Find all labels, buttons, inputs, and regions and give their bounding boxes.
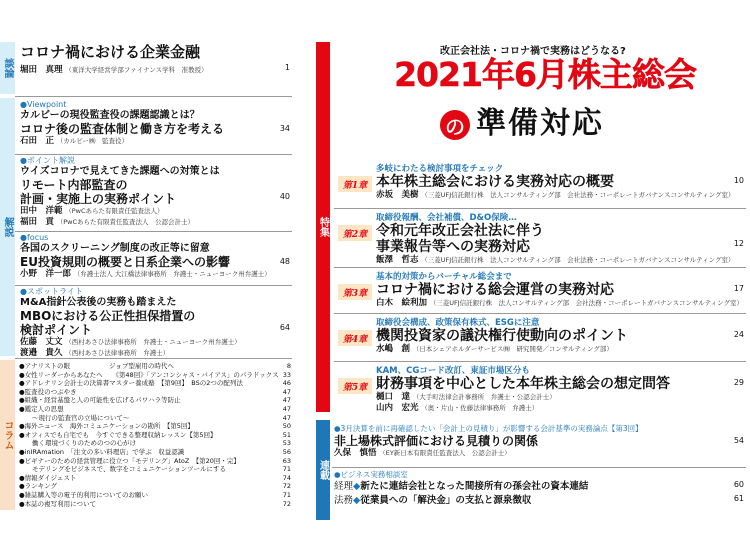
column-title: ●オフィスでも自宅でも 今すぐできる整理収納レッスン【第5回】 xyxy=(19,430,217,439)
column-page: 72 xyxy=(282,482,291,491)
column-list xyxy=(19,362,291,512)
divider xyxy=(15,96,292,97)
kaisetsu-title: MBOにおける公正性担保措置の xyxy=(20,309,196,323)
column-page: 33 xyxy=(282,370,291,379)
column-title: ●アドレナリン会計士の決算書マスター養成塾 【第9回】 BSの2つの配列法 xyxy=(19,379,243,388)
chapter-title: コロナ禍における総会運営の実務対応 xyxy=(376,282,614,298)
column-item[interactable] xyxy=(19,465,291,474)
renzai-author-note: （EY新日本有限責任監査法人 公認会計士） xyxy=(379,449,511,457)
kaisetsu-author: 田中 洋範 xyxy=(20,206,63,216)
chapter-number: 第4章 xyxy=(338,330,372,346)
kaisetsu-author-note: （PwCあらた有限責任監査法人） xyxy=(65,207,164,215)
chapter-item[interactable] xyxy=(376,270,746,309)
column-item[interactable] xyxy=(19,388,291,397)
column-title: ●組織・経営基盤と人の可能性を広げるパワハラ等防止 xyxy=(19,396,181,405)
column-item[interactable] xyxy=(19,448,291,457)
sidebar-tokushu: 特集 xyxy=(316,42,330,412)
kaisetsu-title-line2: 検討ポイント xyxy=(20,323,93,337)
divider xyxy=(15,154,292,155)
chapter-item[interactable] xyxy=(376,364,746,414)
column-page: 47 xyxy=(282,404,291,413)
chapter-category: KAM、CGコード改訂、東証市場区分も xyxy=(376,366,530,376)
kaisetsu-author-note: （弁護士法人 大江橋法律事務所 弁護士・ニューヨーク州弁護士） xyxy=(73,270,271,278)
chapter-author-note: （三菱UFJ信託銀行株 法人コンサルティング部 会社法務・コーポレートガバナンスコンサルティング室） xyxy=(421,256,735,264)
column-page: 72 xyxy=(282,499,291,508)
divider xyxy=(334,208,746,209)
chapter-number: 第1章 xyxy=(338,176,372,192)
chapter-author: 水嶋 創 xyxy=(376,344,411,354)
column-item[interactable] xyxy=(19,500,291,509)
column-page: 50 xyxy=(282,422,291,431)
kaisetsu-author-note: （西村あさひ法律事務所 弁護士） xyxy=(65,349,170,357)
renzai-item-2[interactable]: ●ビジネス実務相談室 経理◆新たに連結会社となった間接所有の孫会社の資本連結 60 xyxy=(334,470,744,492)
column-title: ●女性リーダーからあなたへ 《第48回》「アンコンシャス・バイアス」のパラドックス xyxy=(19,370,279,379)
column-item[interactable] xyxy=(19,474,291,483)
column-page: 8 xyxy=(286,362,291,370)
kaisetsu-page: 48 xyxy=(279,257,290,266)
chapter-author-note: （大手町法律会計事務所 弁護士・公認会計士） xyxy=(412,393,556,401)
kaisetsu-title: リモート内部監査の xyxy=(20,178,128,192)
dansou-page: 1 xyxy=(284,63,290,72)
kaisetsu-item-2[interactable] xyxy=(20,156,292,228)
kaisetsu-author-note: （PwCあらた有限責任監査法人 公認会計士） xyxy=(56,218,194,226)
column-item[interactable] xyxy=(19,439,291,448)
column-title: 〜現行の監査官の立場について〜 xyxy=(19,413,130,422)
chapter-author: 樋口 達 xyxy=(376,392,411,402)
column-item[interactable] xyxy=(19,371,291,380)
column-title: モデリングをビジネスで、数字をコミュニケーションツールにする xyxy=(19,465,227,474)
column-item[interactable] xyxy=(19,379,291,388)
sidebar-renzai: 連載 xyxy=(316,420,330,520)
kaisetsu-page: 40 xyxy=(279,192,290,201)
chapter-title-line2: 事業報告等への実務対応 xyxy=(376,239,530,255)
chapter-page: 24 xyxy=(733,330,744,339)
renzai-page: 60 xyxy=(733,480,744,489)
renzai-category: ●3月決算を前に再確認したい「会計上の見積り」が影響する会計基準の実務論点【第3回】 xyxy=(334,424,643,433)
chapter-author: 白木 絵利加 xyxy=(376,298,428,308)
kaisetsu-author: 渡邉 貴久 xyxy=(20,348,63,358)
kaisetsu-author: 佐藤 丈文 xyxy=(20,337,63,347)
column-page: 74 xyxy=(282,473,291,482)
column-title: ●ビギナーのための経営管理に役立つ「モデリング」AtoZ 【第20回・完】 xyxy=(19,456,240,465)
column-page: 71 xyxy=(282,465,291,474)
renzai-title: 非上場株式評価における見積りの関係 xyxy=(334,434,539,448)
renzai-title: 従業員への「解決金」の支払と源泉徴収 xyxy=(360,495,532,506)
kaisetsu-category: ●スポットライト xyxy=(20,287,83,296)
kaisetsu-category: ●focus xyxy=(20,233,49,242)
column-page: 47 xyxy=(282,413,291,422)
chapter-number: 第3章 xyxy=(338,284,372,300)
column-item[interactable] xyxy=(19,422,291,431)
column-item[interactable] xyxy=(19,431,291,440)
chapter-page: 29 xyxy=(733,378,744,387)
chapter-title: 本年株主総会における実務対応の概要 xyxy=(376,174,614,190)
renzai-label: 法務 xyxy=(334,495,354,506)
chapter-item[interactable] xyxy=(376,211,746,266)
chapter-category: 基本的対策からバーチャル総会まで xyxy=(376,272,512,282)
renzai-page: 54 xyxy=(733,436,744,445)
dansou-author-note: （東洋大学経営学部ファイナンス学科 准教授） xyxy=(65,66,208,74)
column-page: 71 xyxy=(282,490,291,499)
column-title: ●アナリストの眼 ジョブ型雇用の時代へ xyxy=(19,362,174,370)
column-item[interactable] xyxy=(19,482,291,491)
renzai-category: ●ビジネス実務相談室 xyxy=(334,470,408,479)
chapter-title: 令和元年改正会社法に伴う xyxy=(376,223,544,239)
kaisetsu-author-note: （西村あさひ法律事務所 弁護士・ニューヨーク州弁護士） xyxy=(65,338,241,346)
chapter-author-note: （三菱UFJ信託銀行株 法人コンサルティング部 会社法務・コーポレートガバナンスコンサルティング室） xyxy=(429,299,743,307)
chapter-number: 第5章 xyxy=(338,378,372,394)
kaisetsu-author-note: （カルビー㈱ 監査役） xyxy=(56,137,128,145)
kaisetsu-author: 石田 正 xyxy=(20,136,55,146)
column-item[interactable] xyxy=(19,491,291,500)
column-title: ●inIRAmation 「注文の多い料理店」で学ぶ 収益認識 xyxy=(19,447,185,456)
kaisetsu-subtitle: カルビーの現役監査役の課題認識とは？ xyxy=(20,110,200,121)
column-title: ●雑誌購入等の電子的利用についてのお願い xyxy=(19,490,149,499)
renzai-page: 61 xyxy=(733,494,744,503)
dansou-title[interactable]: コロナ禍における企業金融 xyxy=(20,43,201,61)
column-title: ●ランキング xyxy=(19,482,57,491)
chapter-item[interactable] xyxy=(376,316,746,355)
kaisetsu-category: ●ポイント解説 xyxy=(20,156,75,165)
sidebar-kaisetsu: 解説 xyxy=(0,98,15,356)
chapter-number: 第2章 xyxy=(338,225,372,241)
kaisetsu-title: EU投資規則の概要と日系企業への影響 xyxy=(20,255,230,269)
divider xyxy=(15,231,292,232)
kaisetsu-category: ●Viewpoint xyxy=(20,100,67,109)
sidebar-dansou: 談論 xyxy=(0,42,15,94)
column-item[interactable] xyxy=(19,457,291,466)
tokushu-title-sub: 準備対応 xyxy=(476,106,604,141)
chapter-title: 機関投資家の議決権行使動向のポイント xyxy=(376,328,628,344)
kaisetsu-subtitle: ウイズコロナで見えてきた課題への対策とは xyxy=(20,166,220,177)
column-item[interactable] xyxy=(19,414,291,423)
column-page: 51 xyxy=(282,430,291,439)
kaisetsu-item-3[interactable] xyxy=(20,233,292,280)
chapter-title: 財務事項を中心とした本年株主総会の想定問答 xyxy=(376,376,670,392)
column-page: 56 xyxy=(282,447,291,456)
column-title: ●監査役のつぶやき xyxy=(19,387,77,396)
chapter-author-note: （奥・片山・佐藤法律事務所 弁護士） xyxy=(421,404,539,412)
chapter-author: 赤坂 美樹 xyxy=(376,190,419,200)
divider xyxy=(332,467,746,468)
divider xyxy=(15,285,292,286)
chapter-page: 12 xyxy=(733,239,744,248)
kaisetsu-page: 34 xyxy=(279,124,290,133)
chapter-category: 多岐にわたる検討事項をチェック xyxy=(376,164,504,174)
sidebar-column: コラム xyxy=(0,360,15,510)
renzai-item-3[interactable]: 法務◆従業員への「解決金」の支払と源泉徴収 61 xyxy=(334,494,744,506)
kaisetsu-author: 小野 洋一郎 xyxy=(20,269,72,279)
chapter-author-note: （日本シェアホルダーサービス㈱ 研究開発／コンサルティング部） xyxy=(412,345,613,353)
chapter-author: 山内 宏光 xyxy=(376,403,419,413)
dansou-section xyxy=(20,44,292,76)
column-title: ●情報ダイジェスト xyxy=(19,473,77,482)
renzai-title: 新たに連結会社となった間接所有の孫会社の資本連結 xyxy=(360,481,589,492)
column-page: 47 xyxy=(282,396,291,405)
kaisetsu-subtitle: M&A指針公表後の実務も踏まえた xyxy=(20,297,177,308)
chapter-author-note: （三菱UFJ信託銀行株 法人コンサルティング部 会社法務・コーポレートガバナンスコンサルティング室） xyxy=(421,191,735,199)
renzai-label: 経理 xyxy=(334,481,354,492)
column-title: ●鑑定人の思想 xyxy=(19,404,64,413)
tokushu-title-no: の xyxy=(440,110,470,140)
renzai-author: 久保 慎悟 xyxy=(334,448,377,458)
column-page: 47 xyxy=(282,387,291,396)
column-page: 53 xyxy=(282,439,291,448)
kaisetsu-author: 福田 貢 xyxy=(20,217,55,227)
kaisetsu-item-4[interactable] xyxy=(20,287,292,359)
column-title: ●本誌の複写利用について xyxy=(19,499,97,508)
tokushu-header: 改正会社法・コロナ禍で実務はどうなる? xyxy=(440,46,626,57)
column-title: ●海外ニュース 海外コミュニケーションの勘所 【第5回】 xyxy=(19,422,194,431)
chapter-page: 17 xyxy=(733,284,744,293)
chapter-author: 飯澤 哲志 xyxy=(376,255,419,265)
divider xyxy=(334,267,746,268)
kaisetsu-title: コロナ後の監査体制と働き方を考える xyxy=(20,122,225,136)
tokushu-title: 2021年6月株主総会 xyxy=(394,55,696,94)
kaisetsu-subtitle: 各国のスクリーニング制度の改正等に留意 xyxy=(20,243,210,254)
chapter-item[interactable] xyxy=(376,162,746,201)
column-page: 46 xyxy=(282,379,291,388)
column-item[interactable] xyxy=(19,362,291,371)
column-page: 63 xyxy=(282,456,291,465)
divider xyxy=(334,313,746,314)
kaisetsu-page: 64 xyxy=(279,323,290,332)
kaisetsu-item-1[interactable] xyxy=(20,100,292,147)
divider xyxy=(334,361,746,362)
renzai-item-1[interactable] xyxy=(334,424,746,459)
column-title: 働く環境づくりのためのつの心がけ xyxy=(19,439,136,448)
dansou-author: 堀田 真理 xyxy=(20,65,63,75)
column-item[interactable] xyxy=(19,396,291,405)
chapter-category: 取締役会構成、政策保有株式、ESGに注意 xyxy=(376,318,540,328)
chapter-page: 10 xyxy=(733,176,744,185)
kaisetsu-title-line2: 計画・実施上の実務ポイント xyxy=(20,192,177,206)
chapter-category: 取締役報酬、会社補償、D&O保険… xyxy=(376,213,517,223)
column-item[interactable] xyxy=(19,405,291,414)
divider xyxy=(15,358,292,359)
